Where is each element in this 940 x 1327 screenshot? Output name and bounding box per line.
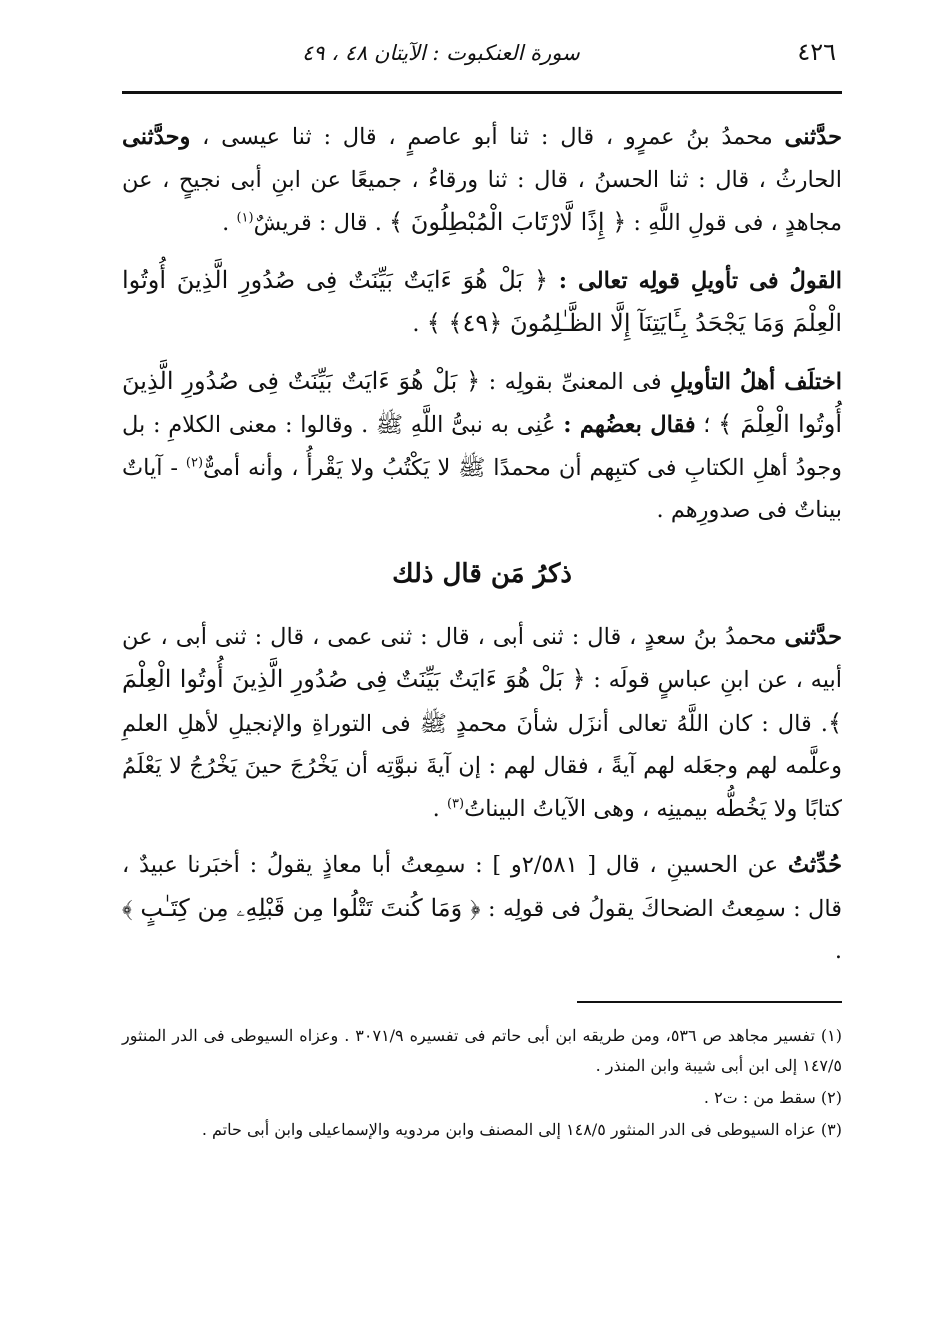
paragraph-5	[122, 844, 842, 973]
text-run: الحارثُ ، قال : ثنا الحسنُ ، قال : ثنا ورقاءُ ، جميعًا عن ابنِ أبى نجيحٍ ، عن مجاهدٍ ، فى قولِ اللَّهِ :	[122, 166, 842, 236]
lead-heading: القولُ فى تأويلِ قولِه تعالى :	[558, 267, 842, 294]
section-heading: ذكرُ مَن قال ذلك	[392, 558, 572, 589]
paragraph-4	[122, 616, 842, 831]
lead-word: حدَّثنى	[784, 623, 842, 650]
page-header	[122, 38, 842, 94]
lead-word: اختلَف أهلُ التأويلِ	[670, 368, 842, 395]
footnote-3: (٣) عزاه السيوطى فى الدر المنثور ١٤٨/٥ إلى المصنف وابن مردويه والإسماعيلى وابن أبى حاتم .	[201, 1119, 842, 1139]
text-run: .	[222, 210, 237, 236]
footnote-ref: (٣)	[446, 796, 465, 811]
lead-word: حدَّثنى	[784, 124, 843, 150]
paragraph-1	[122, 116, 842, 245]
text-run: .	[432, 795, 447, 822]
quran-verse: ﴿ وَمَا كُنتَ تَتْلُوا مِن قَبْلِهِۦ مِن كِتَـٰبٍ ﴾	[122, 893, 481, 922]
quran-verse: ﴿ بَلْ هُوَ ءَايَتٌ بَيِّنَتٌ فِى صُدُورِ الَّذِينَ أُوتُوا الْعِلْمَ ﴾	[122, 665, 842, 737]
lead-word: وحدَّثنى	[122, 124, 191, 150]
text-run: فى المعنىِّ بقولِه :	[480, 368, 671, 395]
footnote-separator	[577, 1001, 842, 1003]
footnote-2: (٢) سقط من : ت٢ .	[703, 1087, 842, 1107]
footnote-1: (١) تفسير مجاهد ص ٥٣٦، ومن طريقه ابن أبى حاتم فى تفسيره ٣٠٧١/٩ . وعزاه السيوطى فى الدر المنثور ١٤٧/٥ إلى ابن أبى شيبة وابن المنذر .	[122, 1025, 843, 1075]
running-title: سورة العنكبوت : الآيتان ٤٨ ، ٤٩	[302, 41, 580, 65]
text-run: ؛	[695, 412, 719, 438]
footnotes	[122, 1021, 842, 1145]
text-run: .	[412, 311, 427, 337]
footnote-ref: (١)	[236, 210, 254, 226]
footnote-ref: (٢)	[185, 455, 204, 470]
lead-word: فقال بعضُهم :	[563, 412, 696, 438]
text-run: محمدُ بنُ سعدٍ ، قال : ثنى أبى ، قال : ثنى عمى ، قال : ثنى أبى ، عن أبيه ، عن ابنِ عباسٍ قولَه :	[122, 623, 842, 693]
text-run: . قال : كان اللَّهُ تعالى أنزَل شأنَ محمدٍ ﷺ فى التوراةِ والإنجيلِ لأهلِ العلمِ وعلَّمه لهم وجعَله لهم آيةً ، فقال لهم : إن آيةَ نبوَّتِه أن يَخْرُجَ حينَ يَخْرُجُ لا يَعْلَمُ كتابًا ولا يَخُطُّه بيمينِه ، وهى الآياتُ البيناتُ	[122, 710, 843, 822]
paragraph-2	[122, 259, 842, 346]
text-run: .	[834, 938, 842, 964]
lead-word: حُدِّثتُ	[787, 852, 842, 878]
page-body	[122, 116, 842, 1145]
paragraph-3	[122, 360, 842, 532]
text-run: محمدُ بنُ عمرٍو ، قال : ثنا أبو عاصمٍ ، قال : ثنا عيسى ،	[190, 124, 773, 150]
text-run: - آياتٌ بيناتٌ فى صدورِهم .	[122, 454, 842, 523]
text-run: عن الحسينِ ، قال [ ٢/٥٨١و ] : سمِعتُ أبا معاذٍ يقولُ : أخبَرنا عبيدٌ ، قال : سمِعتُ الضحاكَ يقولُ فى قولِه :	[122, 852, 842, 922]
text-run: . قال : قريشٌ	[253, 210, 389, 236]
page-number: ٤٢٦	[797, 38, 836, 66]
quran-verse: ﴿ بَلْ هُوَ ءَايَتٌ بَيِّنَتٌ فِى صُدُورِ الَّذِينَ أُوتُوا الْعِلْمَ ﴾	[122, 366, 842, 438]
quran-verse: ﴿ بَلْ هُوَ ءَايَتٌ بَيِّنَتٌ فِى صُدُورِ الَّذِينَ أُوتُوا الْعِلْمَ وَمَا يَجْحَدُ بِـَٔايَتِنَآ إِلَّا الظَّـٰلِمُونَ ﴿٤٩﴾ ﴾	[122, 265, 842, 337]
quran-verse: ﴿ إِذًا لَّارْتَابَ الْمُبْطِلُونَ ﴾	[389, 208, 627, 236]
text-run: عُنِى به نبىُّ اللَّهِ ﷺ . وقالوا : معنى الكلامِ : بل وجودُ أهلِ الكتابِ فى كتبِهم أن محمدًا ﷺ لا يَكْتُبُ ولا يَقْرأُ ، وأنه أمىٌّ	[122, 412, 842, 481]
